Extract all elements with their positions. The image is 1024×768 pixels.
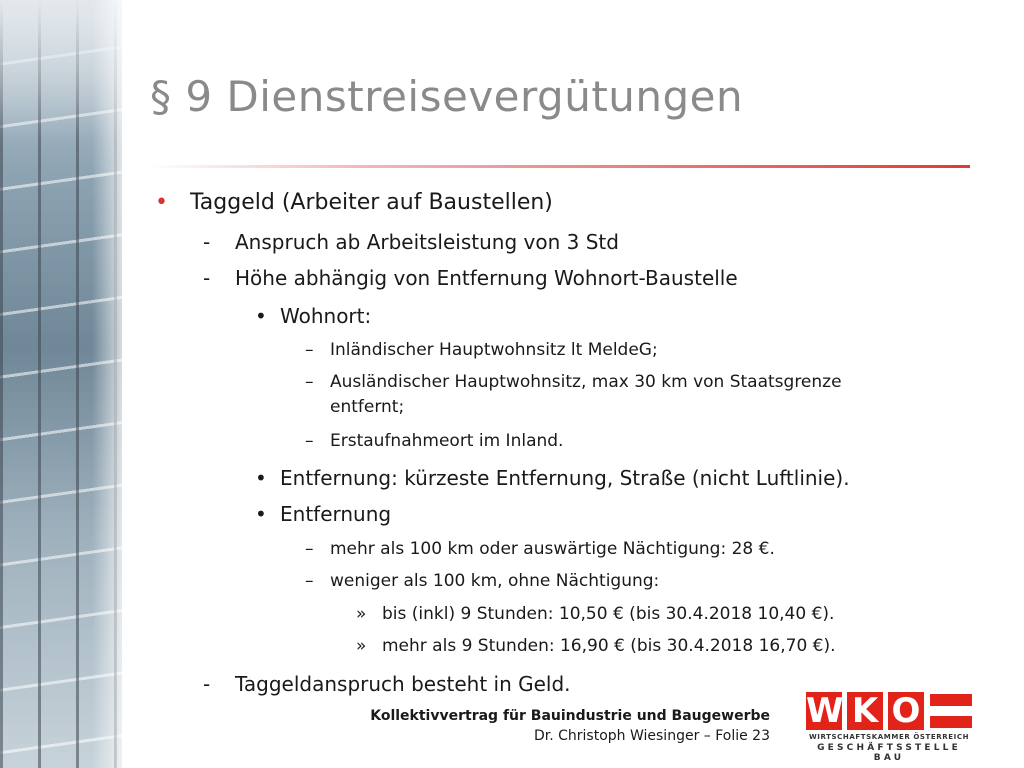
item-bis-9-stunden: bis (inkl) 9 Stunden: 10,50 € (bis 30.4.2018 10,40 €). [382, 604, 835, 624]
endash-marker: – [305, 571, 314, 591]
bullet-marker: • [155, 190, 168, 215]
item-anspruch: Anspruch ab Arbeitsleistung von 3 Std [235, 230, 619, 254]
bullet-marker: • [255, 502, 267, 526]
dash-marker: - [203, 672, 211, 696]
item-mehr-als-9-stunden: mehr als 9 Stunden: 16,90 € (bis 30.4.2018 16,70 €). [382, 636, 836, 656]
item-erstaufnahmeort: Erstaufnahmeort im Inland. [330, 431, 564, 451]
endash-marker: – [305, 372, 314, 392]
bullet-taggeld: Taggeld (Arbeiter auf Baustellen) [190, 190, 553, 215]
item-taggeldanspruch: Taggeldanspruch besteht in Geld. [235, 672, 571, 696]
item-wohnort: Wohnort: [280, 304, 372, 328]
logo-wirtschaftskammer: WIRTSCHAFTSKAMMER ÖSTERREICH [808, 733, 970, 741]
endash-marker: – [305, 539, 314, 559]
item-hoehe: Höhe abhängig von Entfernung Wohnort-Baustelle [235, 266, 738, 290]
chevron-marker: » [356, 604, 367, 624]
logo-flag-stripe-top [930, 694, 972, 706]
logo-letter-w: W [806, 691, 844, 731]
logo-geschaeftsstelle: GESCHÄFTSSTELLE BAU [817, 743, 961, 763]
slide-title: § 9 Dienstreisevergütungen [150, 72, 744, 121]
dash-marker: - [203, 266, 211, 290]
footer-author: Dr. Christoph Wiesinger – Folie 23 [533, 728, 770, 744]
dash-marker: - [203, 230, 211, 254]
item-inlaendisch: Inländischer Hauptwohnsitz lt MeldeG; [330, 340, 658, 360]
bullet-marker: • [255, 466, 267, 490]
item-entfernung-kuerzeste: Entfernung: kürzeste Entfernung, Straße (nicht Luftlinie). [280, 466, 850, 490]
item-mehr-als-100km: mehr als 100 km oder auswärtige Nächtigung: 28 €. [330, 539, 775, 559]
logo-flag-stripe-bottom [930, 716, 972, 728]
wko-logo [806, 691, 972, 763]
item-auslaendisch-cont: entfernt; [330, 397, 405, 417]
slide-footer [150, 706, 770, 746]
item-entfernung: Entfernung [280, 502, 392, 526]
footer-title: Kollektivvertrag für Bauindustrie und Baugewerbe [370, 708, 770, 724]
endash-marker: – [305, 431, 314, 451]
item-weniger-als-100km: weniger als 100 km, ohne Nächtigung: [330, 571, 660, 591]
chevron-marker: » [356, 636, 367, 656]
logo-letter-o: O [888, 692, 924, 730]
logo-letter-k: K [847, 692, 883, 730]
endash-marker: – [305, 340, 314, 360]
item-auslaendisch: Ausländischer Hauptwohnsitz, max 30 km von Staatsgrenze [330, 372, 842, 392]
bullet-marker: • [255, 304, 267, 328]
